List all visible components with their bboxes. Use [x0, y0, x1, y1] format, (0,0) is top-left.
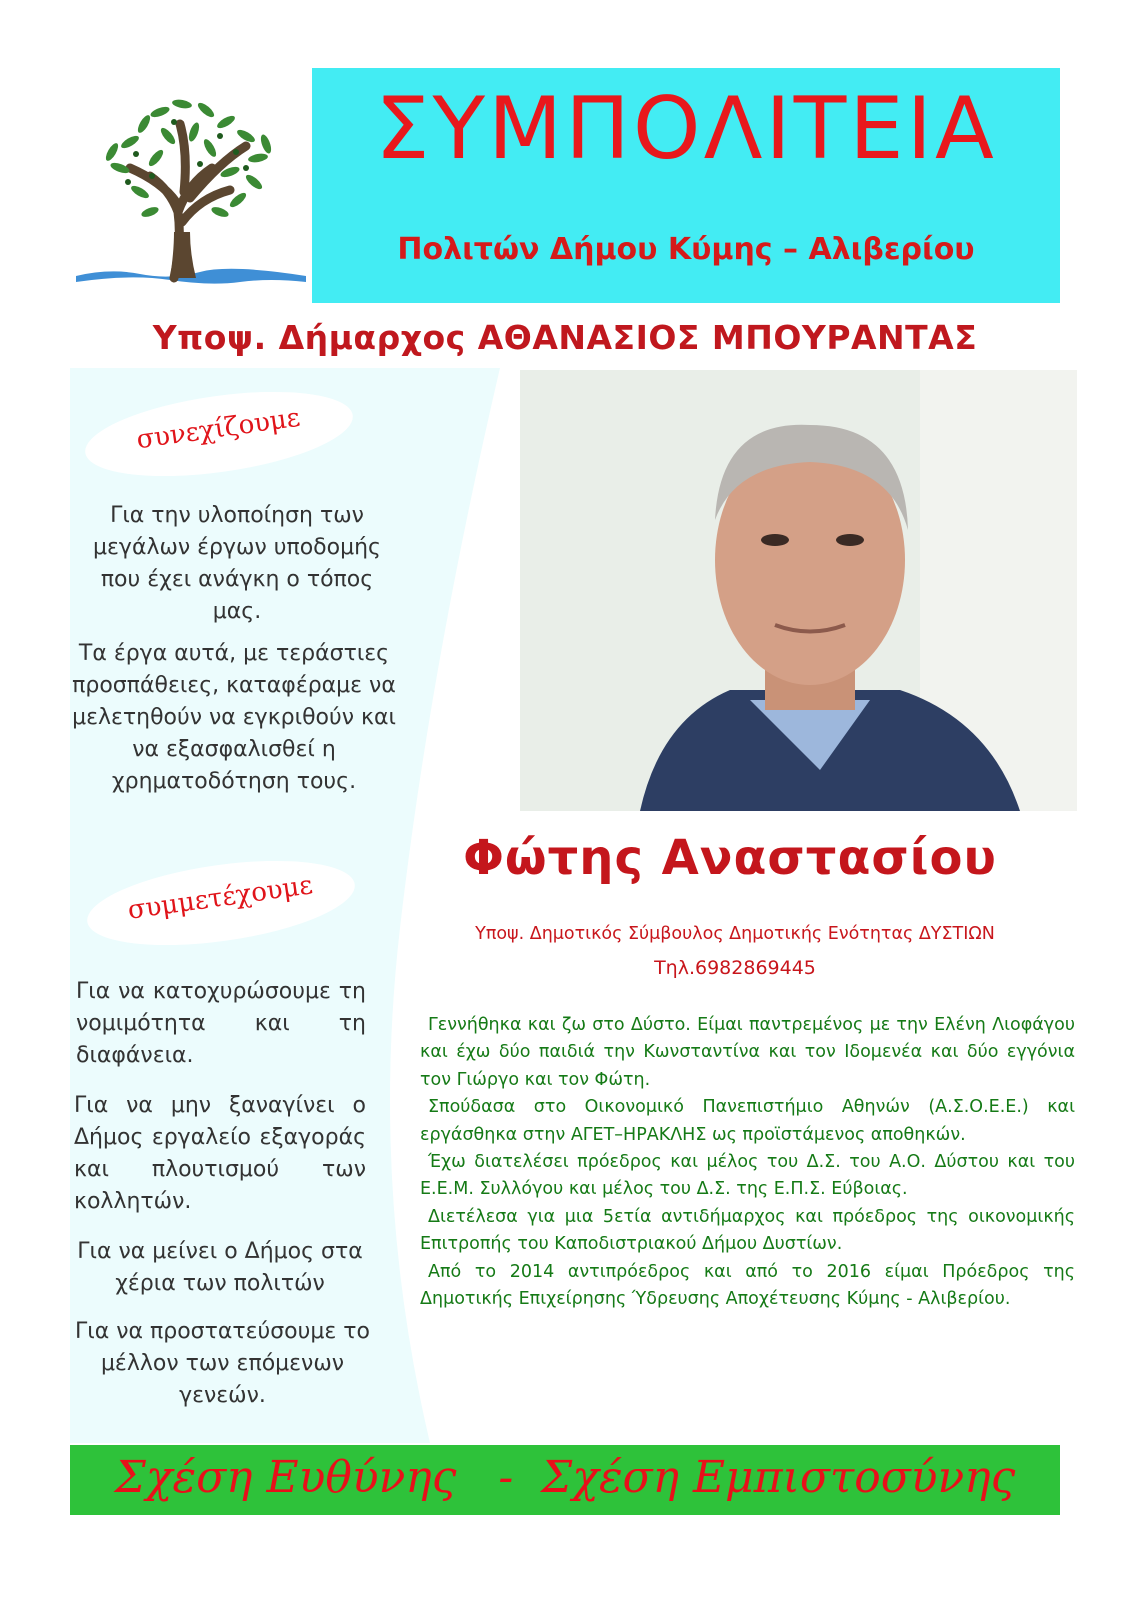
- left-paragraph-6: Για να προστατεύσουμε το μέλλον των επόμενων γενεών.: [75, 1319, 370, 1408]
- left-paragraph-5: Για να μείνει ο Δήμος στα χέρια των πολιτών: [77, 1239, 363, 1296]
- bio-paragraph: Διετέλεσα για μια 5ετία αντιδήμαρχος και πρόεδρος της οικονομικής Επιτροπής του Καποδιστριακού Δήμου Δυστίων.: [420, 1206, 1075, 1255]
- candidate-bio: [420, 1012, 1075, 1313]
- bio-paragraph: Γεννήθηκα και ζω στο Δύστο. Είμαι παντρεμένος με την Ελένη Λιοφάγου και έχω δύο παιδιά την Κωνσταντίνα και τον Ιδομενέα και δύο εγγόνια τον Γιώργο και τον Φώτη.: [420, 1015, 1075, 1090]
- badge-participate-label: συμμετέχουμε: [125, 870, 315, 926]
- left-paragraph-1: Για την υλοποίηση των μεγάλων έργων υποδομής που έχει ανάγκη ο τόπος μας.: [93, 503, 381, 624]
- candidate-photo: [520, 370, 1077, 811]
- olive-tree-icon: [70, 72, 310, 300]
- badge-continue-label: συνεχίζουμε: [134, 402, 302, 456]
- candidate-role: Υποψ. Δημοτικός Σύμβουλος Δημοτικής Ενότητας ΔΥΣΤΙΩΝ: [475, 924, 995, 944]
- candidate-name: Φώτης Αναστασίου: [463, 830, 997, 886]
- left-paragraph-3: Για να κατοχυρώσουμε τη νομιμότητα και τη διαφάνεια.: [76, 979, 366, 1068]
- mayor-candidate-line: Υποψ. Δήμαρχος ΑΘΑΝΑΣΙΟΣ ΜΠΟΥΡΑΝΤΑΣ: [152, 318, 978, 357]
- party-subtitle: Πολιτών Δήμου Κύμης – Αλιβερίου: [397, 232, 975, 267]
- logo: [70, 72, 310, 300]
- footer-slogan: Σχέση Ευθύνης - Σχέση Εμπιστοσύνης: [114, 1452, 1016, 1503]
- bio-paragraph: Σπούδασα στο Οικονομικό Πανεπιστήμιο Αθηνών (Α.Σ.Ο.Ε.Ε.) και εργάσθηκα στην ΑΓΕΤ–ΗΡΑΚΛΗΣ ως προϊστάμενος αποθηκών.: [420, 1097, 1075, 1145]
- party-title: ΣΥΜΠΟΛΙΤΕΙΑ: [375, 79, 997, 179]
- left-paragraph-2: Τα έργα αυτά, με τεράστιες προσπάθειες, καταφέραμε να μελετηθούν να εγκριθούν και να εξασφαλισθεί η χρηματοδότηση τους.: [72, 641, 396, 794]
- candidate-phone: Τηλ.6982869445: [654, 957, 816, 979]
- bio-paragraph: Έχω διατελέσει πρόεδρος και μέλος του Δ.Σ. του Α.Ο. Δύστου και του Ε.Ε.Μ. Συλλόγου και μέλος του Δ.Σ. της Ε.Π.Σ. Εύβοιας.: [420, 1152, 1075, 1200]
- left-paragraph-4: Για να μην ξαναγίνει ο Δήμος εργαλείο εξαγοράς και πλουτισμού των κολλητών.: [74, 1093, 366, 1214]
- bio-paragraph: Από το 2014 αντιπρόεδρος και από το 2016 είμαι Πρόεδρος της Δημοτικής Επιχείρησης Ύδρευσης Αποχέτευσης Κύμης - Αλιβερίου.: [420, 1261, 1075, 1310]
